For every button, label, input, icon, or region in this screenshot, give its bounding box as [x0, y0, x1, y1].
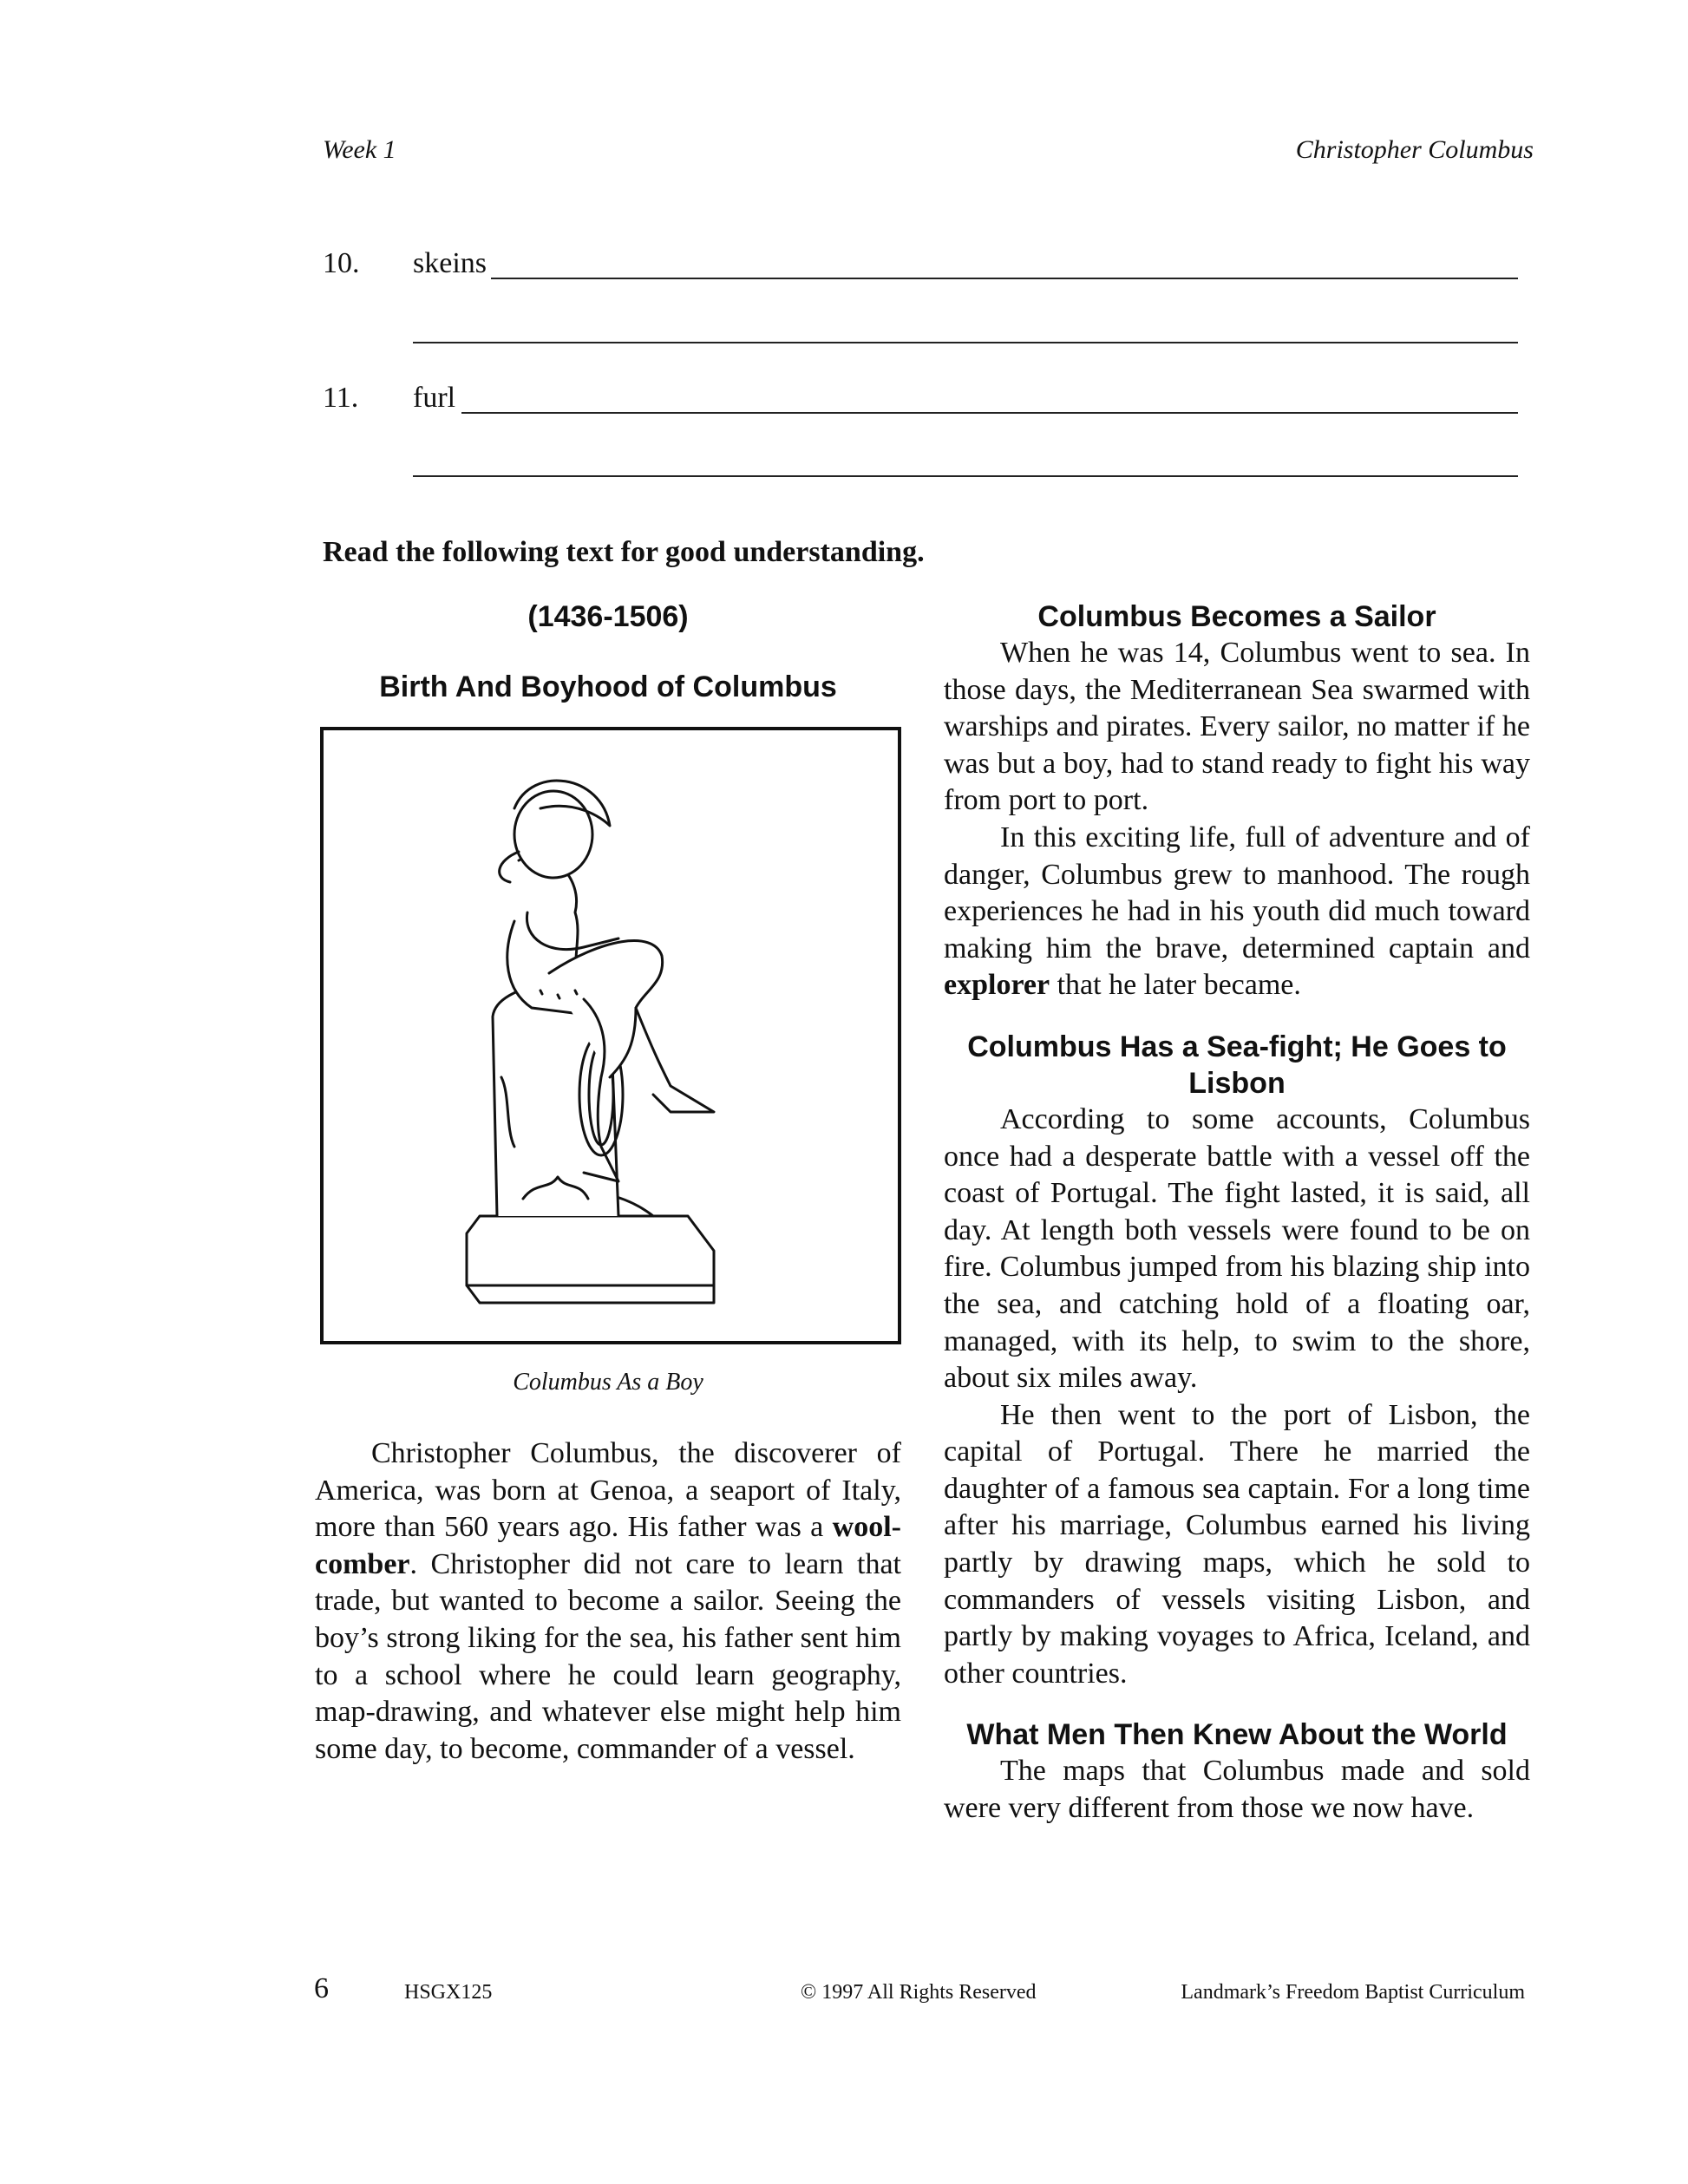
running-header-left: Week 1	[323, 135, 396, 164]
left-column-text	[315, 1435, 901, 1768]
dates-heading: (1436-1506)	[527, 600, 689, 633]
paragraph-sailor-2: In this exciting life, full of adventure and of danger, Columbus grew to manhood. The rough experiences he had in his youth did much toward making him the brave, determined captain and explorer that he later became.	[944, 821, 1530, 1002]
columbus-statue-illustration	[324, 730, 898, 1341]
answer-line[interactable]	[461, 412, 1518, 414]
bold-term-explorer: explorer	[944, 969, 1050, 1002]
answer-line[interactable]	[413, 475, 1518, 477]
vocab-number-11: 11.	[323, 382, 359, 414]
paragraph-birth: Christopher Columbus, the discoverer of America, was born at Genoa, a seaport of Italy, more than 560 years ago. His father was a wool-comber. Christopher did not care to learn that trade, but wanted to become a sailor. Seeing the boy’s strong liking for the sea, his father sent him to a school where he could learn geography, map-drawing, and whatever else might help him some day, to become, commander of a vessel.	[315, 1437, 901, 1765]
section-heading-sailor: Columbus Becomes a Sailor	[1037, 600, 1436, 633]
running-header-right: Christopher Columbus	[1295, 135, 1534, 164]
paragraph-seafight-1: According to some accounts, Columbus once had a desperate battle with a vessel off the coast of Portugal. The fight lasted, it is said, all day. At length both vessels were found to be on fire. Columbus jumped from his blazing ship into the sea, and catching hold of a floating oar, managed, with its help, to swim to the shore, about six miles away.	[944, 1102, 1530, 1395]
paragraph-world: The maps that Columbus made and sold were very different from those we now have.	[944, 1755, 1530, 1825]
figure-caption: Columbus As a Boy	[513, 1369, 703, 1396]
copyright-notice: © 1997 All Rights Reserved	[801, 1981, 1037, 2004]
vocab-word-furl: furl	[413, 382, 456, 414]
answer-line[interactable]	[413, 342, 1518, 343]
section-heading-world: What Men Then Knew About the World	[966, 1718, 1508, 1752]
illustration-frame	[320, 727, 901, 1344]
bold-term-wool-comber: wool-comber	[315, 1511, 901, 1580]
publisher-name: Landmark’s Freedom Baptist Curriculum	[1181, 1981, 1525, 2004]
paragraph-seafight-2: He then went to the port of Lisbon, the capital of Portugal. There he married the daughter of a famous sea captain. For a long time after his marriage, Columbus earned his living partly by drawing maps, which he sold to commanders of vessels visiting Lisbon, and partly by making voyages to Africa, Iceland, and other countries.	[944, 1398, 1530, 1690]
vocab-word-skeins: skeins	[413, 247, 487, 279]
vocab-number-10: 10.	[323, 247, 360, 279]
course-code: HSGX125	[404, 1981, 493, 2004]
section-heading-seafight: Columbus Has a Sea-fight; He Goes to Lisbon	[967, 1030, 1507, 1100]
right-column-text	[944, 598, 1530, 1828]
answer-line[interactable]	[491, 278, 1518, 279]
paragraph-sailor-1: When he was 14, Columbus went to sea. In those days, the Mediterranean Sea swarmed with warships and pirates. Every sailor, no matter if he was but a boy, had to stand ready to fight his way from port to port.	[944, 637, 1530, 817]
reading-instruction: Read the following text for good understanding.	[323, 536, 925, 568]
section-heading-birth: Birth And Boyhood of Columbus	[379, 670, 837, 703]
page-number: 6	[314, 1972, 329, 2004]
